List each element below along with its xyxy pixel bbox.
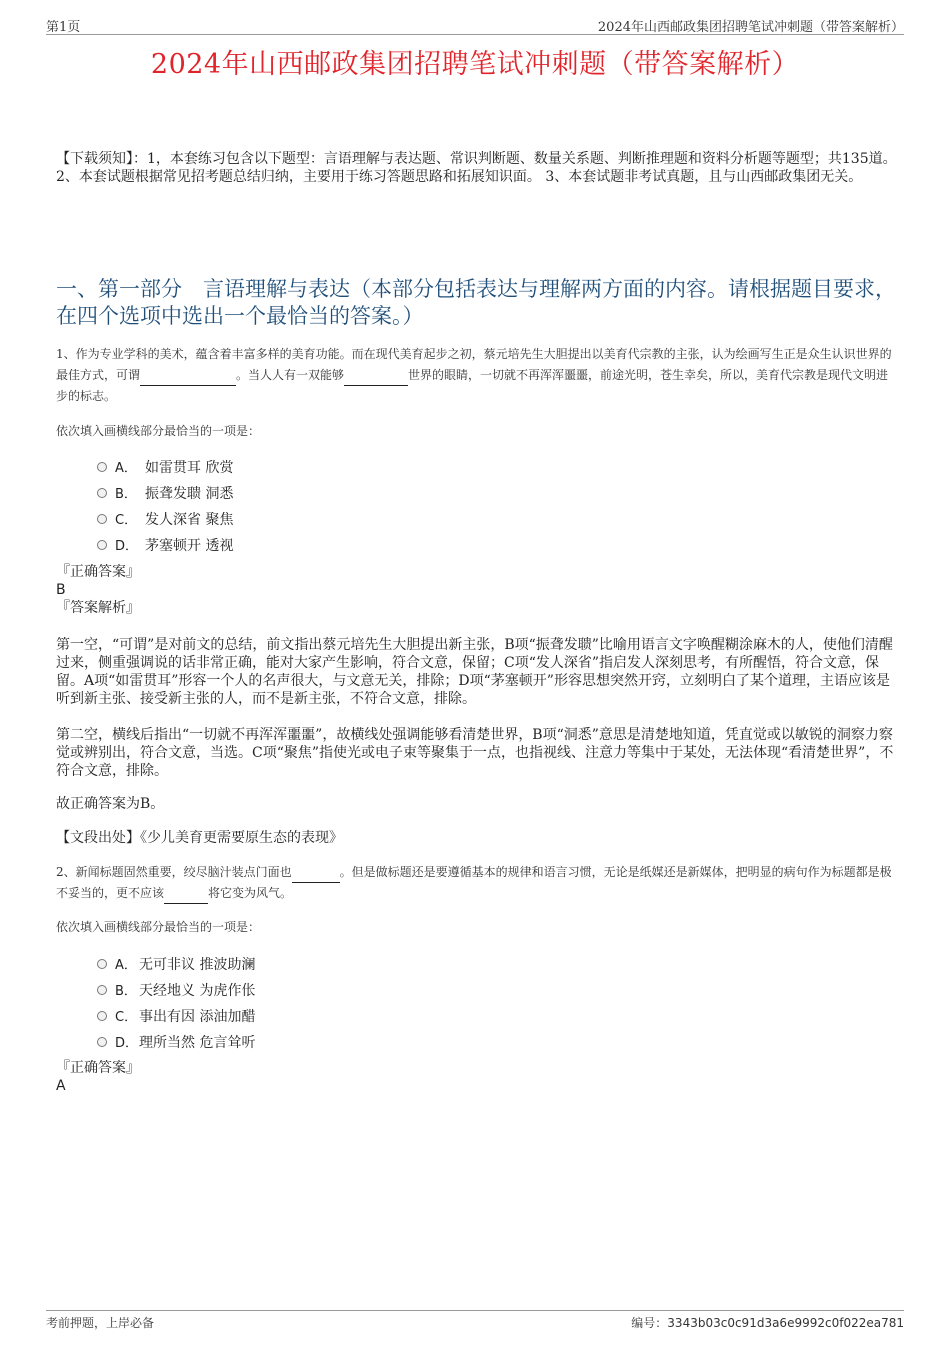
footer-code-label: 编号： bbox=[631, 1316, 668, 1330]
option-letter: D． bbox=[115, 539, 139, 554]
question-1-source bbox=[56, 829, 898, 847]
question-1-analysis-1 bbox=[56, 636, 898, 708]
option-text: 无可非议 推波助澜 bbox=[139, 957, 256, 973]
question-1-prompt-row bbox=[56, 422, 898, 439]
radio-circle-icon[interactable] bbox=[97, 462, 107, 472]
question-2-prompt: 依次填入画横线部分最恰当的一项是： bbox=[56, 920, 261, 934]
conclusion-text: 故正确答案为B。 bbox=[56, 796, 165, 812]
correct-answer-label: 『正确答案』 bbox=[56, 564, 140, 580]
question-2-option-a[interactable] bbox=[97, 952, 397, 978]
answer-blank bbox=[344, 371, 408, 386]
question-2-options bbox=[97, 952, 397, 1056]
download-notice: 【下载须知】：1，本套练习包含以下题型：言语理解与表达题、常识判断题、数量关系题、判断推理题和资料分析题等题型；共135道。 2、本套试题根据常见招考题总结归纳，主要用于练习答题思路和拓展知识面。 3、本套试题非考试真题，且与山西邮政集团无关。 bbox=[56, 151, 897, 185]
question-1-answer-block bbox=[56, 563, 898, 617]
question-2-text-part-c: 将它变为风气。 bbox=[208, 886, 293, 900]
question-2-text-part-b: 。但是做标题还是要遵循基本的规律和语言习惯，无论是纸媒还是新媒体，把明显的病句作为标题都是极不妥当的，更不应该 bbox=[56, 865, 892, 900]
question-1-option-c[interactable] bbox=[97, 507, 397, 533]
option-letter: A． bbox=[115, 461, 137, 476]
question-1-text-part-b: 。当人人有一双能够 bbox=[236, 368, 345, 382]
header-doc-title: 2024年山西邮政集团招聘笔试冲刺题（带答案解析） bbox=[597, 20, 904, 35]
answer-blank bbox=[164, 889, 208, 904]
question-2-answer-block bbox=[56, 1059, 898, 1095]
footer-code bbox=[631, 1314, 904, 1331]
question-1-option-a[interactable] bbox=[97, 455, 397, 481]
question-1-conclusion bbox=[56, 795, 898, 813]
question-1-analysis-2 bbox=[56, 726, 898, 780]
question-1-prompt: 依次填入画横线部分最恰当的一项是： bbox=[56, 424, 261, 438]
section-heading: 一、第一部分 言语理解与表达（本部分包括表达与理解两方面的内容。请根据题目要求，在四个选项中选出一个最恰当的答案。） bbox=[56, 277, 896, 328]
correct-answer: A bbox=[56, 1078, 66, 1094]
radio-circle-icon[interactable] bbox=[97, 488, 107, 498]
option-letter: C． bbox=[115, 513, 138, 528]
footer-code-value: 3343b03c0c91d3a6e9992c0f022ea781 bbox=[667, 1316, 904, 1330]
analysis-paragraph: 第一空，“可谓”是对前文的总结，前文指出蔡元培先生大胆提出新主张，B项“振聋发聩”比喻用语言文字唤醒糊涂麻木的人，使他们清醒过来，侧重强调说的话非常正确，能对大家产生影响，符合文意，保留；C项“发人深省”指启发人深刻思考，有所醒悟，符合文意，保留。A项“如雷贯耳”形容一个人的名声很大，与文意无关，排除；D项“茅塞顿开”形容思想突然开窍，立刻明白了某个道理，主语应该是听到新主张、接受新主张的人，而不是新主张，不符合文意，排除。 bbox=[56, 637, 893, 707]
page-number: 第1页 bbox=[46, 20, 81, 35]
question-1-options bbox=[97, 455, 397, 559]
question-1-text-part-a: 1、作为专业学科的美术，蕴含着丰富多样的美育功能。而在现代美育起步之初，蔡元培先生大胆提出以美育代宗教的主张，认为绘画写生正是众生认识世界的最佳方式，可谓 bbox=[56, 347, 892, 382]
radio-circle-icon[interactable] bbox=[97, 985, 107, 995]
option-letter: A． bbox=[115, 958, 137, 973]
question-2-option-c[interactable] bbox=[97, 1004, 397, 1030]
question-1-text-part-c: 世界的眼睛，一切就不再浑浑噩噩，前途光明，苍生幸矣，所以，美育代宗教是现代文明进步的标志。 bbox=[56, 368, 889, 403]
page-footer bbox=[46, 1310, 904, 1331]
source-text: 【文段出处】《少儿美育更需要原生态的表现》 bbox=[56, 830, 343, 846]
option-letter: C． bbox=[115, 1010, 138, 1025]
question-1-option-d[interactable] bbox=[97, 533, 397, 559]
page-header bbox=[46, 14, 904, 35]
footer-slogan: 考前押题，上岸必备 bbox=[46, 1316, 155, 1330]
option-text: 茅塞顿开 透视 bbox=[145, 538, 234, 554]
option-text: 天经地义 为虎作伥 bbox=[139, 983, 256, 999]
correct-answer: B bbox=[56, 582, 66, 598]
option-letter: D． bbox=[115, 1036, 139, 1051]
document-title: 2024年山西邮政集团招聘笔试冲刺题（带答案解析） bbox=[150, 49, 800, 80]
option-text: 事出有因 添油加醋 bbox=[139, 1009, 256, 1025]
question-2-prompt-row bbox=[56, 918, 898, 935]
question-2-stem bbox=[56, 862, 898, 904]
analysis-paragraph: 第二空，横线后指出“一切就不再浑浑噩噩”，故横线处强调能够看清楚世界，B项“洞悉”意思是清楚地知道，凭直觉或以敏锐的洞察力察觉或辨别出，符合文意，当选。C项“聚焦”指使光或电子束等聚集于一点，也指视线、注意力等集中于某处，无法体现“看清楚世界”，不符合文意，排除。 bbox=[56, 727, 894, 779]
question-2-text bbox=[56, 862, 898, 904]
radio-circle-icon[interactable] bbox=[97, 1011, 107, 1021]
answer-blank bbox=[292, 868, 340, 883]
correct-answer-label: 『正确答案』 bbox=[56, 1060, 140, 1076]
question-1-text bbox=[56, 344, 898, 407]
question-2-option-d[interactable] bbox=[97, 1030, 397, 1056]
radio-circle-icon[interactable] bbox=[97, 1037, 107, 1047]
option-text: 理所当然 危言耸听 bbox=[139, 1035, 256, 1051]
radio-circle-icon[interactable] bbox=[97, 514, 107, 524]
option-letter: B． bbox=[115, 487, 137, 502]
option-letter: B． bbox=[115, 984, 137, 999]
option-text: 振聋发聩 洞悉 bbox=[145, 486, 234, 502]
question-1-stem bbox=[56, 344, 898, 407]
question-1-option-b[interactable] bbox=[97, 481, 397, 507]
radio-circle-icon[interactable] bbox=[97, 540, 107, 550]
analysis-label: 『答案解析』 bbox=[56, 600, 140, 616]
option-text: 发人深省 聚焦 bbox=[145, 512, 234, 528]
option-text: 如雷贯耳 欣赏 bbox=[145, 460, 234, 476]
question-2-text-part-a: 2、新闻标题固然重要，绞尽脑汁装点门面也 bbox=[56, 865, 292, 879]
radio-circle-icon[interactable] bbox=[97, 959, 107, 969]
answer-blank bbox=[140, 371, 236, 386]
question-2-option-b[interactable] bbox=[97, 978, 397, 1004]
